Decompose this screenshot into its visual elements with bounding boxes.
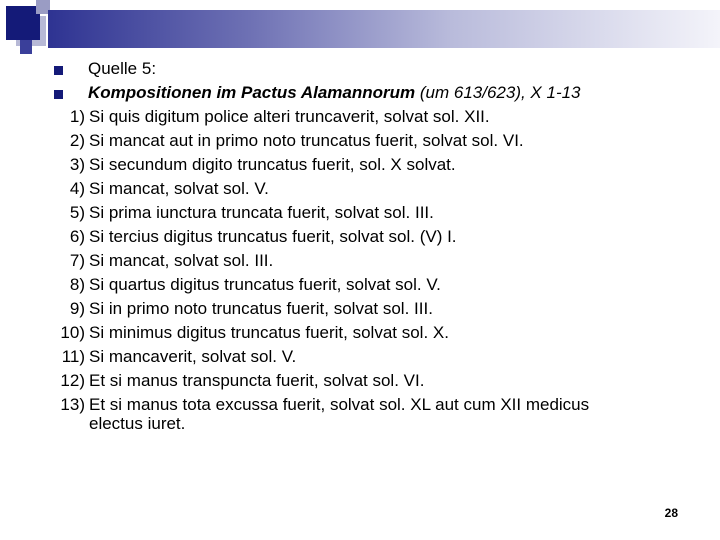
item-text: Si secundum digito truncatus fuerit, sol. X solvat.	[89, 155, 456, 174]
decorative-square	[20, 40, 32, 54]
item-number: 6)	[69, 227, 85, 246]
source-title-line	[88, 83, 581, 103]
source-title: Kompositionen im Pactus Alamannorum	[88, 83, 416, 102]
item-number: 2)	[69, 131, 85, 150]
item-text: Si mancat, solvat sol. V.	[89, 179, 269, 198]
item-text: Si minimus digitus truncatus fuerit, solvat sol. X.	[89, 323, 449, 342]
item-number: 5)	[69, 203, 85, 222]
item-text: Si in primo noto truncatus fuerit, solvat sol. III.	[89, 299, 433, 318]
source-heading: Quelle 5:	[88, 59, 157, 78]
item-text: Si mancat aut in primo noto truncatus fuerit, solvat sol. VI.	[89, 131, 524, 150]
item-text: Si quis digitum police alteri truncaverit, solvat sol. XII.	[89, 107, 490, 126]
item-continuation: electus iuret.	[89, 414, 186, 433]
item-text: Si prima iunctura truncata fuerit, solvat sol. III.	[89, 203, 434, 222]
item-text: Si mancat, solvat sol. III.	[89, 251, 274, 270]
item-text: Et si manus transpuncta fuerit, solvat sol. VI.	[89, 371, 425, 390]
item-number: 4)	[69, 179, 85, 198]
item-number: 8)	[69, 275, 85, 294]
page-number: 28	[664, 506, 678, 520]
item-text: Et si manus tota excussa fuerit, solvat sol. XL aut cum XII medicus	[89, 395, 590, 414]
item-number: 12)	[60, 371, 85, 390]
bullet-icon	[54, 90, 63, 99]
item-text: Si mancaverit, solvat sol. V.	[89, 347, 297, 366]
item-number: 13)	[60, 395, 85, 414]
item-text: Si quartus digitus truncatus fuerit, solvat sol. V.	[89, 275, 441, 294]
decorative-square	[6, 6, 40, 40]
item-number: 7)	[69, 251, 85, 270]
item-number: 11)	[61, 347, 85, 366]
item-number: 3)	[69, 155, 85, 174]
item-number: 10)	[60, 323, 85, 342]
bullet-icon	[54, 66, 63, 75]
header-gradient-bar	[48, 10, 720, 48]
item-number: 1)	[69, 107, 85, 126]
item-number: 9)	[69, 299, 85, 318]
item-text: Si tercius digitus truncatus fuerit, solvat sol. (V) I.	[89, 227, 457, 246]
source-reference: (um 613/623), X 1-13	[415, 83, 581, 102]
